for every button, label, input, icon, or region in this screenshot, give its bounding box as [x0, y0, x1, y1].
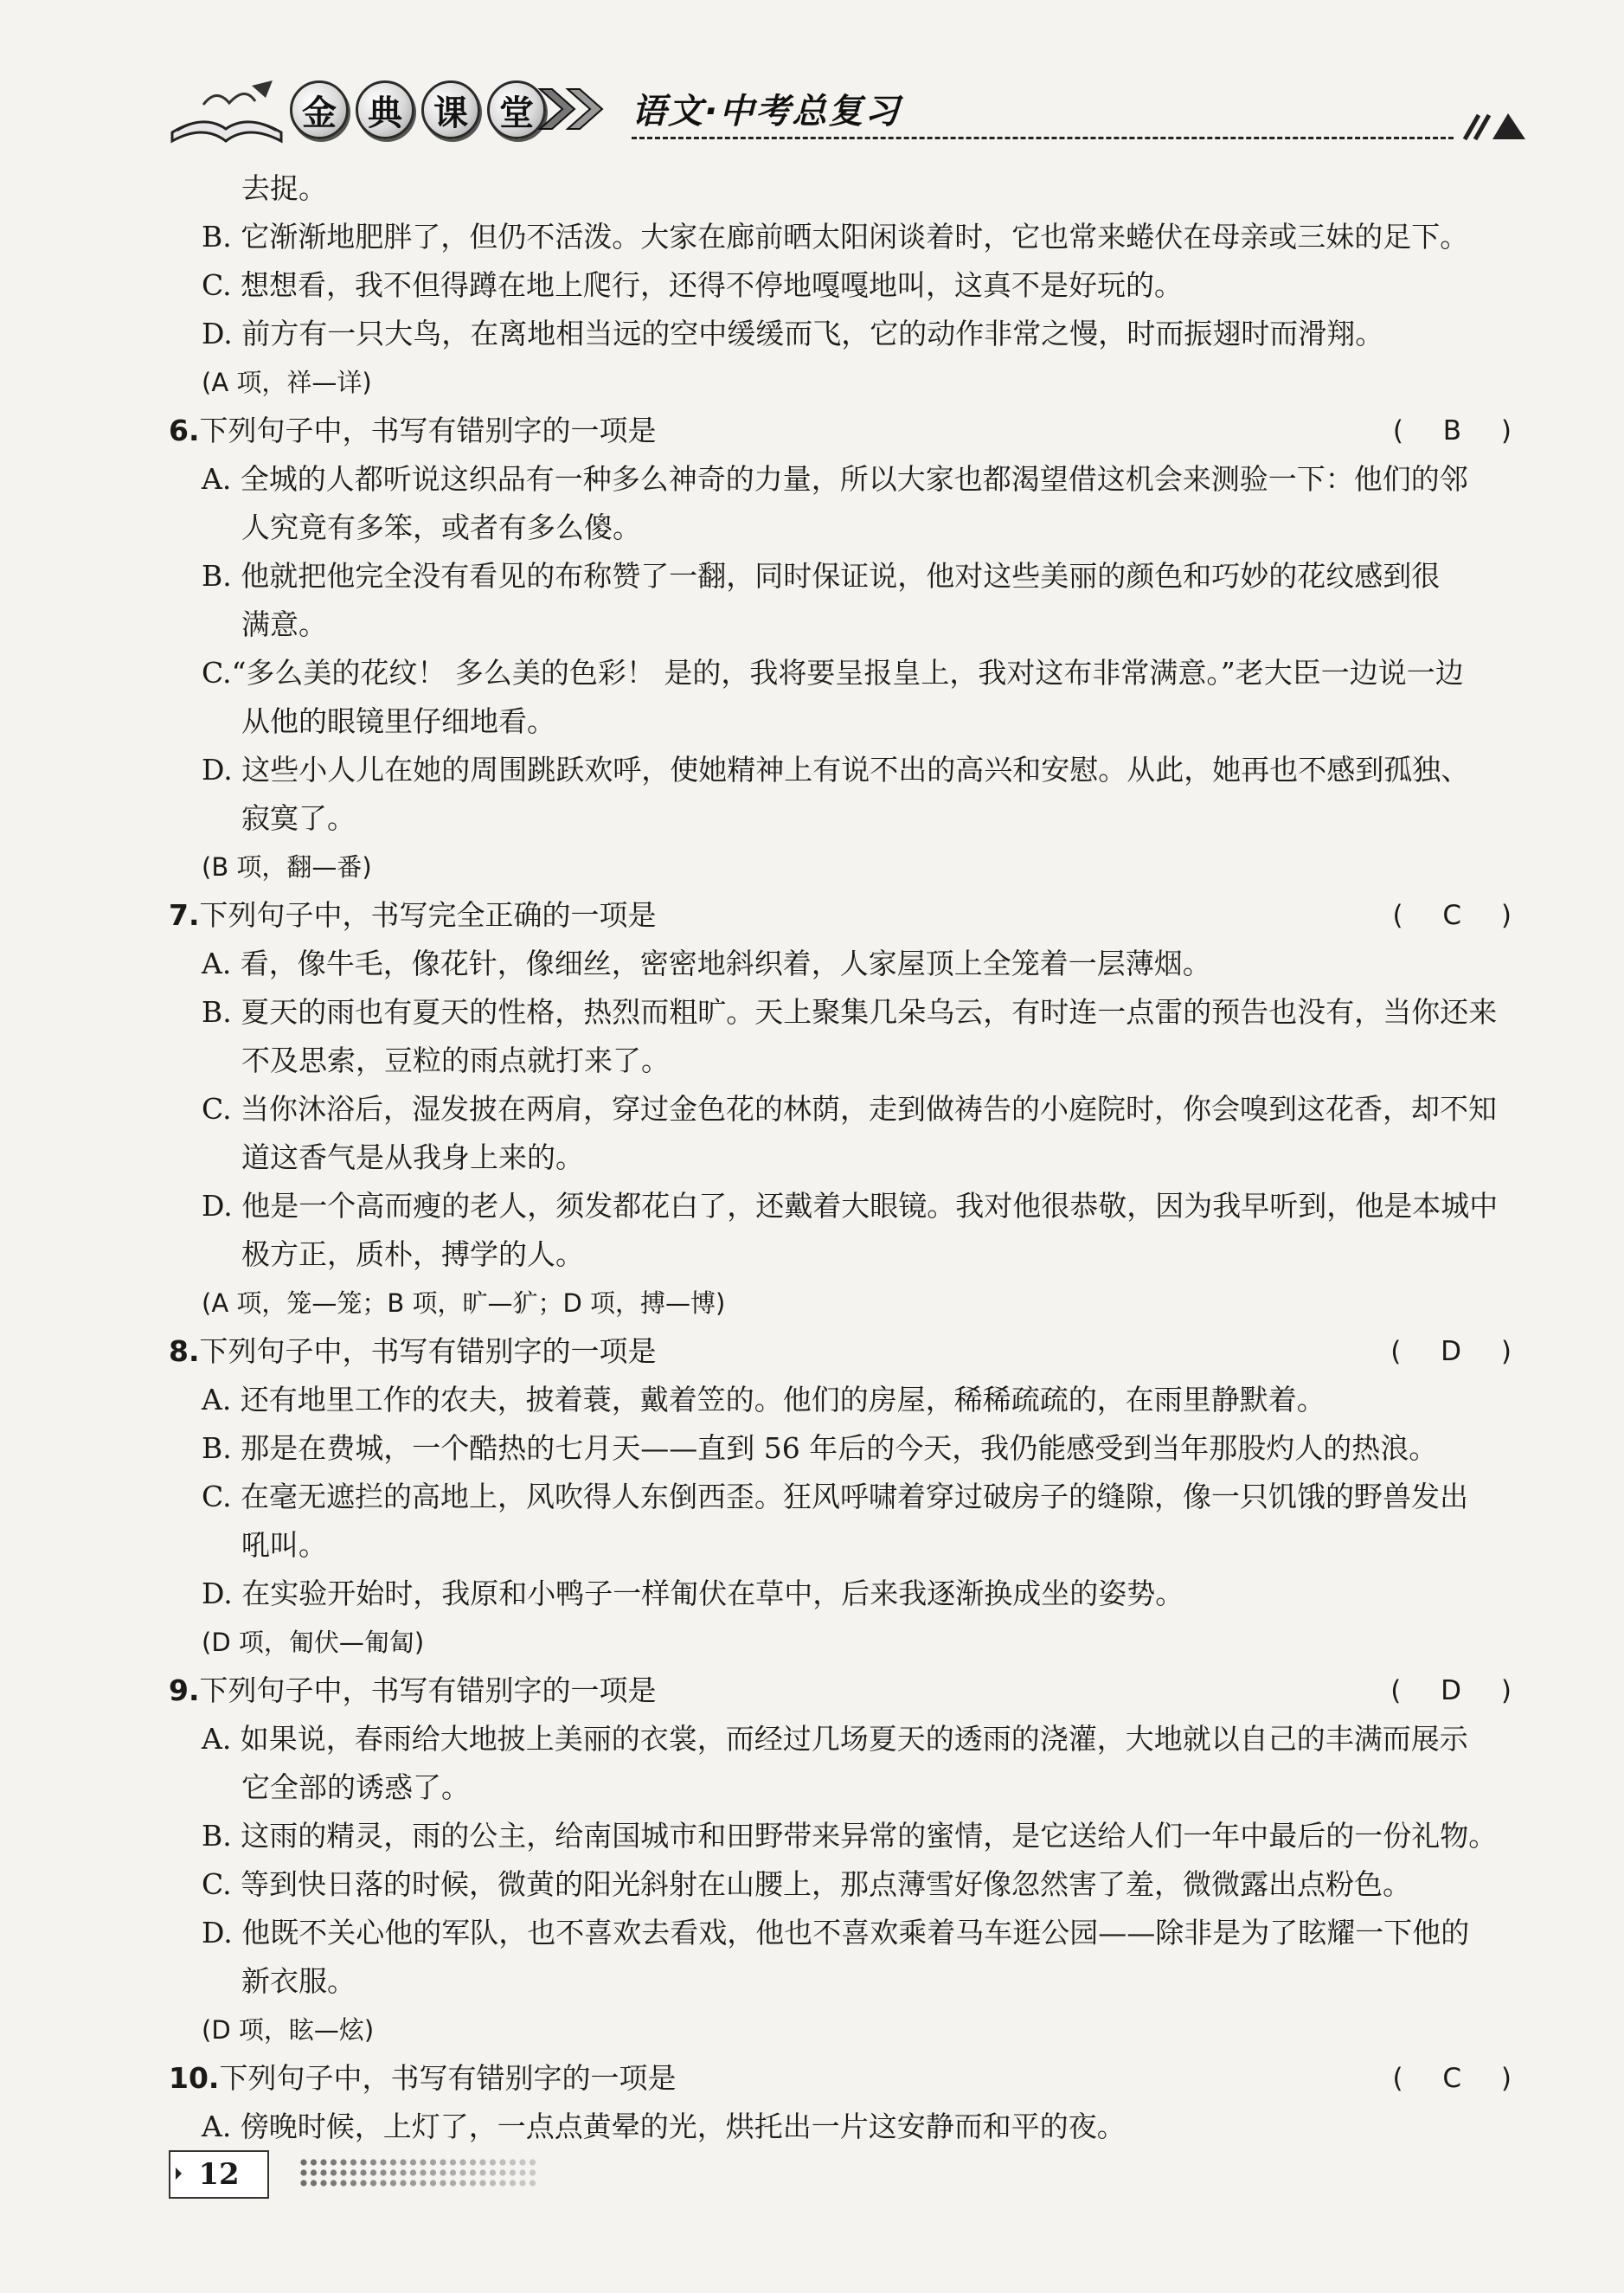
triangle-marker-icon: [176, 2168, 182, 2180]
question-list: [169, 164, 1527, 2151]
question-stem: [169, 407, 1527, 455]
option-continuation: 极方正，质朴，搏学的人。: [241, 1237, 584, 1271]
decoration-dot: [331, 2180, 337, 2186]
decoration-dot: [420, 2180, 426, 2186]
decoration-dot: [530, 2169, 536, 2175]
decoration-dot: [400, 2180, 406, 2186]
option-line: C. 想想看，我不但得蹲在地上爬行，还得不停地嘎嘎地叫，这真不是好玩的。: [202, 268, 1184, 302]
option-continuation: 吼叫。: [241, 1528, 327, 1562]
option-line: B. 夏天的雨也有夏天的性格，热烈而粗旷。天上聚集几朵乌云，有时连一点雷的预告也没有，当你还来: [202, 995, 1498, 1029]
decoration-dot: [519, 2159, 525, 2165]
answer-bracket: ( D ): [1390, 1675, 1527, 1706]
decoration-dot: [390, 2169, 396, 2175]
decoration-dot: [440, 2180, 446, 2186]
question-stem: [169, 1667, 1527, 1715]
decoration-dot: [350, 2180, 356, 2186]
brand-title: [290, 80, 546, 139]
question-stem: [169, 2054, 1527, 2103]
option-line: D. 在实验开始时，我原和小鸭子一样匍伏在草中，后来我逐渐换成坐的姿势。: [202, 1577, 1184, 1610]
option-continuation: 新衣服。: [241, 1964, 356, 1998]
question-number: 7.: [169, 898, 200, 932]
decoration-dot: [459, 2180, 465, 2186]
header-dashed-rule: [632, 137, 1454, 139]
option-line: C. 在毫无遮拦的高地上，风吹得人东倒西歪。狂风呼啸着穿过破房子的缝隙，像一只饥饿的野兽发出: [202, 1480, 1469, 1513]
decoration-dot: [420, 2169, 426, 2175]
decoration-dot: [370, 2169, 376, 2175]
decoration-dot: [300, 2180, 306, 2186]
option-continuation: 寂寞了。: [241, 801, 356, 835]
decoration-dot: [459, 2159, 465, 2165]
decoration-dot: [479, 2159, 485, 2165]
question-number: 8.: [169, 1334, 200, 1368]
option-line: B. 他就把他完全没有看见的布称赞了一翻，同时保证说，他对这些美丽的颜色和巧妙的花纹感到很: [202, 559, 1441, 593]
subject-title: 语文·中考总复习: [632, 92, 902, 132]
dot-pattern-decoration: [298, 2155, 541, 2190]
option-line: A. 还有地里工作的农夫，披着蓑，戴着笠的。他们的房屋，稀稀疏疏的，在雨里静默着。: [202, 1383, 1326, 1416]
answer-note: (D 项，眩—炫): [202, 2015, 375, 2045]
option-line: B. 它渐渐地肥胖了，但仍不活泼。大家在廊前晒太阳闲谈着时，它也常来蜷伏在母亲或三妹的足下。: [202, 220, 1469, 254]
option-line: D. 这些小人儿在她的周围跳跃欢呼，使她精神上有说不出的高兴和安慰。从此，她再也不感到孤独、: [202, 753, 1470, 787]
decoration-dot: [311, 2180, 317, 2186]
decoration-dot: [340, 2180, 346, 2186]
option-line: A. 傍晚时候，上灯了，一点点黄晕的光，烘托出一片这安静而和平的夜。: [202, 2110, 1126, 2143]
decoration-dot: [530, 2180, 536, 2186]
decoration-dot: [320, 2159, 326, 2165]
question-stem: [169, 891, 1527, 940]
decoration-dot: [470, 2169, 476, 2175]
question-text: 下列句子中，书写完全正确的一项是: [199, 898, 657, 932]
question-text: 下列句子中，书写有错别字的一项是: [199, 1334, 657, 1368]
decoration-dot: [311, 2169, 317, 2175]
decoration-dot: [360, 2180, 366, 2186]
option-line: A. 全城的人都听说这织品有一种多么神奇的力量，所以大家也都渴望借这机会来测验一下：他们的邻: [202, 462, 1468, 496]
decoration-dot: [440, 2169, 446, 2175]
decoration-dot: [430, 2159, 436, 2165]
brand-char: 堂: [487, 80, 546, 139]
question-text: 下列句子中，书写有错别字的一项是: [199, 414, 657, 447]
question-number: 6.: [169, 414, 200, 447]
header-triangle-icon: [1458, 108, 1527, 143]
decoration-dot: [380, 2169, 386, 2175]
decoration-dot: [320, 2180, 326, 2186]
brand-char: 典: [356, 80, 414, 139]
decoration-dot: [300, 2159, 306, 2165]
question-text: 下列句子中，书写有错别字的一项是: [219, 2061, 677, 2095]
decoration-dot: [430, 2180, 436, 2186]
answer-bracket: ( C ): [1392, 900, 1527, 931]
option-line: B. 那是在费城，一个酷热的七月天——直到 56 年后的今天，我仍能感受到当年那股灼人的热浪。: [202, 1431, 1438, 1465]
decoration-dot: [479, 2169, 485, 2175]
option-line: D. 他是一个高而瘦的老人，须发都花白了，还戴着大眼镜。我对他很恭敬，因为我早听到，他是本城中: [202, 1189, 1499, 1223]
decoration-dot: [380, 2159, 386, 2165]
decoration-dot: [311, 2159, 317, 2165]
decoration-dot: [340, 2169, 346, 2175]
option-line: C.“多么美的花纹！ 多么美的色彩！ 是的，我将要呈报皇上，我对这布非常满意。”老大臣一边说一边: [202, 656, 1464, 690]
decoration-dot: [350, 2169, 356, 2175]
decoration-dot: [400, 2159, 406, 2165]
decoration-dot: [499, 2159, 505, 2165]
question-number: 9.: [169, 1673, 200, 1707]
option-line: A. 如果说，春雨给大地披上美丽的衣裳，而经过几场夏天的透雨的浇灌，大地就以自己的丰满而展示: [202, 1722, 1468, 1756]
page-header: [169, 74, 1527, 151]
page-number: 12: [198, 2157, 240, 2192]
decoration-dot: [300, 2169, 306, 2175]
decoration-dot: [490, 2180, 496, 2186]
decoration-dot: [430, 2169, 436, 2175]
decoration-dot: [490, 2159, 496, 2165]
decoration-dot: [340, 2159, 346, 2165]
decoration-dot: [390, 2159, 396, 2165]
decoration-dot: [331, 2159, 337, 2165]
decoration-dot: [360, 2169, 366, 2175]
decoration-dot: [519, 2169, 525, 2175]
question-stem: [169, 1327, 1527, 1376]
answer-bracket: ( D ): [1390, 1336, 1527, 1367]
decoration-dot: [420, 2159, 426, 2165]
open-book-icon: [169, 79, 286, 148]
page-footer: [169, 2150, 558, 2202]
decoration-dot: [519, 2180, 525, 2186]
brand-char: 课: [421, 80, 480, 139]
option-continuation: 不及思索，豆粒的雨点就打来了。: [241, 1044, 670, 1077]
decoration-dot: [470, 2180, 476, 2186]
option-continuation: 从他的眼镜里仔细地看。: [241, 704, 555, 738]
option-continuation: 它全部的诱惑了。: [241, 1770, 470, 1804]
decoration-dot: [360, 2159, 366, 2165]
answer-note: (A 项，笼—笼；B 项，旷—犷；D 项，搏—博): [202, 1288, 726, 1318]
option-continuation: 满意。: [241, 607, 327, 641]
decoration-dot: [530, 2159, 536, 2165]
decoration-dot: [479, 2180, 485, 2186]
option-continuation: 人究竟有多笨，或者有多么傻。: [241, 511, 641, 544]
answer-note: (B 项，翻—番): [202, 852, 372, 882]
decoration-dot: [400, 2169, 406, 2175]
decoration-dot: [450, 2159, 456, 2165]
double-chevron-icon: [536, 86, 619, 132]
page-number-box: [169, 2150, 269, 2199]
decoration-dot: [450, 2180, 456, 2186]
decoration-dot: [410, 2180, 416, 2186]
decoration-dot: [510, 2169, 516, 2175]
decoration-dot: [450, 2169, 456, 2175]
option-continuation: 道这香气是从我身上来的。: [241, 1140, 584, 1174]
decoration-dot: [331, 2169, 337, 2175]
decoration-dot: [370, 2180, 376, 2186]
option-continuation: 去捉。: [241, 171, 327, 205]
decoration-dot: [510, 2180, 516, 2186]
decoration-dot: [440, 2159, 446, 2165]
decoration-dot: [470, 2159, 476, 2165]
answer-bracket: ( B ): [1392, 415, 1527, 446]
brand-char: 金: [290, 80, 349, 139]
option-line: B. 这雨的精灵，雨的公主，给南国城市和田野带来异常的蜜情，是它送给人们一年中最后的一份礼物。: [202, 1819, 1498, 1853]
decoration-dot: [410, 2169, 416, 2175]
question-text: 下列句子中，书写有错别字的一项是: [199, 1673, 657, 1707]
option-line: C. 等到快日落的时候，微黄的阳光斜射在山腰上，那点薄雪好像忽然害了羞，微微露出点粉色。: [202, 1867, 1412, 1901]
decoration-dot: [380, 2180, 386, 2186]
decoration-dot: [459, 2169, 465, 2175]
question-number: 10.: [169, 2061, 220, 2095]
option-line: D. 前方有一只大鸟，在离地相当远的空中缓缓而飞，它的动作非常之慢，时而振翅时而滑翔。: [202, 317, 1384, 350]
decoration-dot: [410, 2159, 416, 2165]
decoration-dot: [320, 2169, 326, 2175]
option-line: A. 看，像牛毛，像花针，像细丝，密密地斜织着，人家屋顶上全笼着一层薄烟。: [202, 947, 1211, 980]
decoration-dot: [499, 2169, 505, 2175]
decoration-dot: [370, 2159, 376, 2165]
decoration-dot: [390, 2180, 396, 2186]
option-line: C. 当你沐浴后，湿发披在两肩，穿过金色花的林荫，走到做祷告的小庭院时，你会嗅到这花香，却不知: [202, 1092, 1498, 1126]
decoration-dot: [350, 2159, 356, 2165]
decoration-dot: [510, 2159, 516, 2165]
decoration-dot: [490, 2169, 496, 2175]
decoration-dot: [499, 2180, 505, 2186]
answer-note: (D 项，匍伏—匍匐): [202, 1628, 425, 1657]
answer-note: (A 项，祥—详): [202, 368, 372, 397]
answer-bracket: ( C ): [1392, 2063, 1527, 2094]
option-line: D. 他既不关心他的军队，也不喜欢去看戏，他也不喜欢乘着马车逛公园——除非是为了眩耀一下他的: [202, 1916, 1470, 1949]
